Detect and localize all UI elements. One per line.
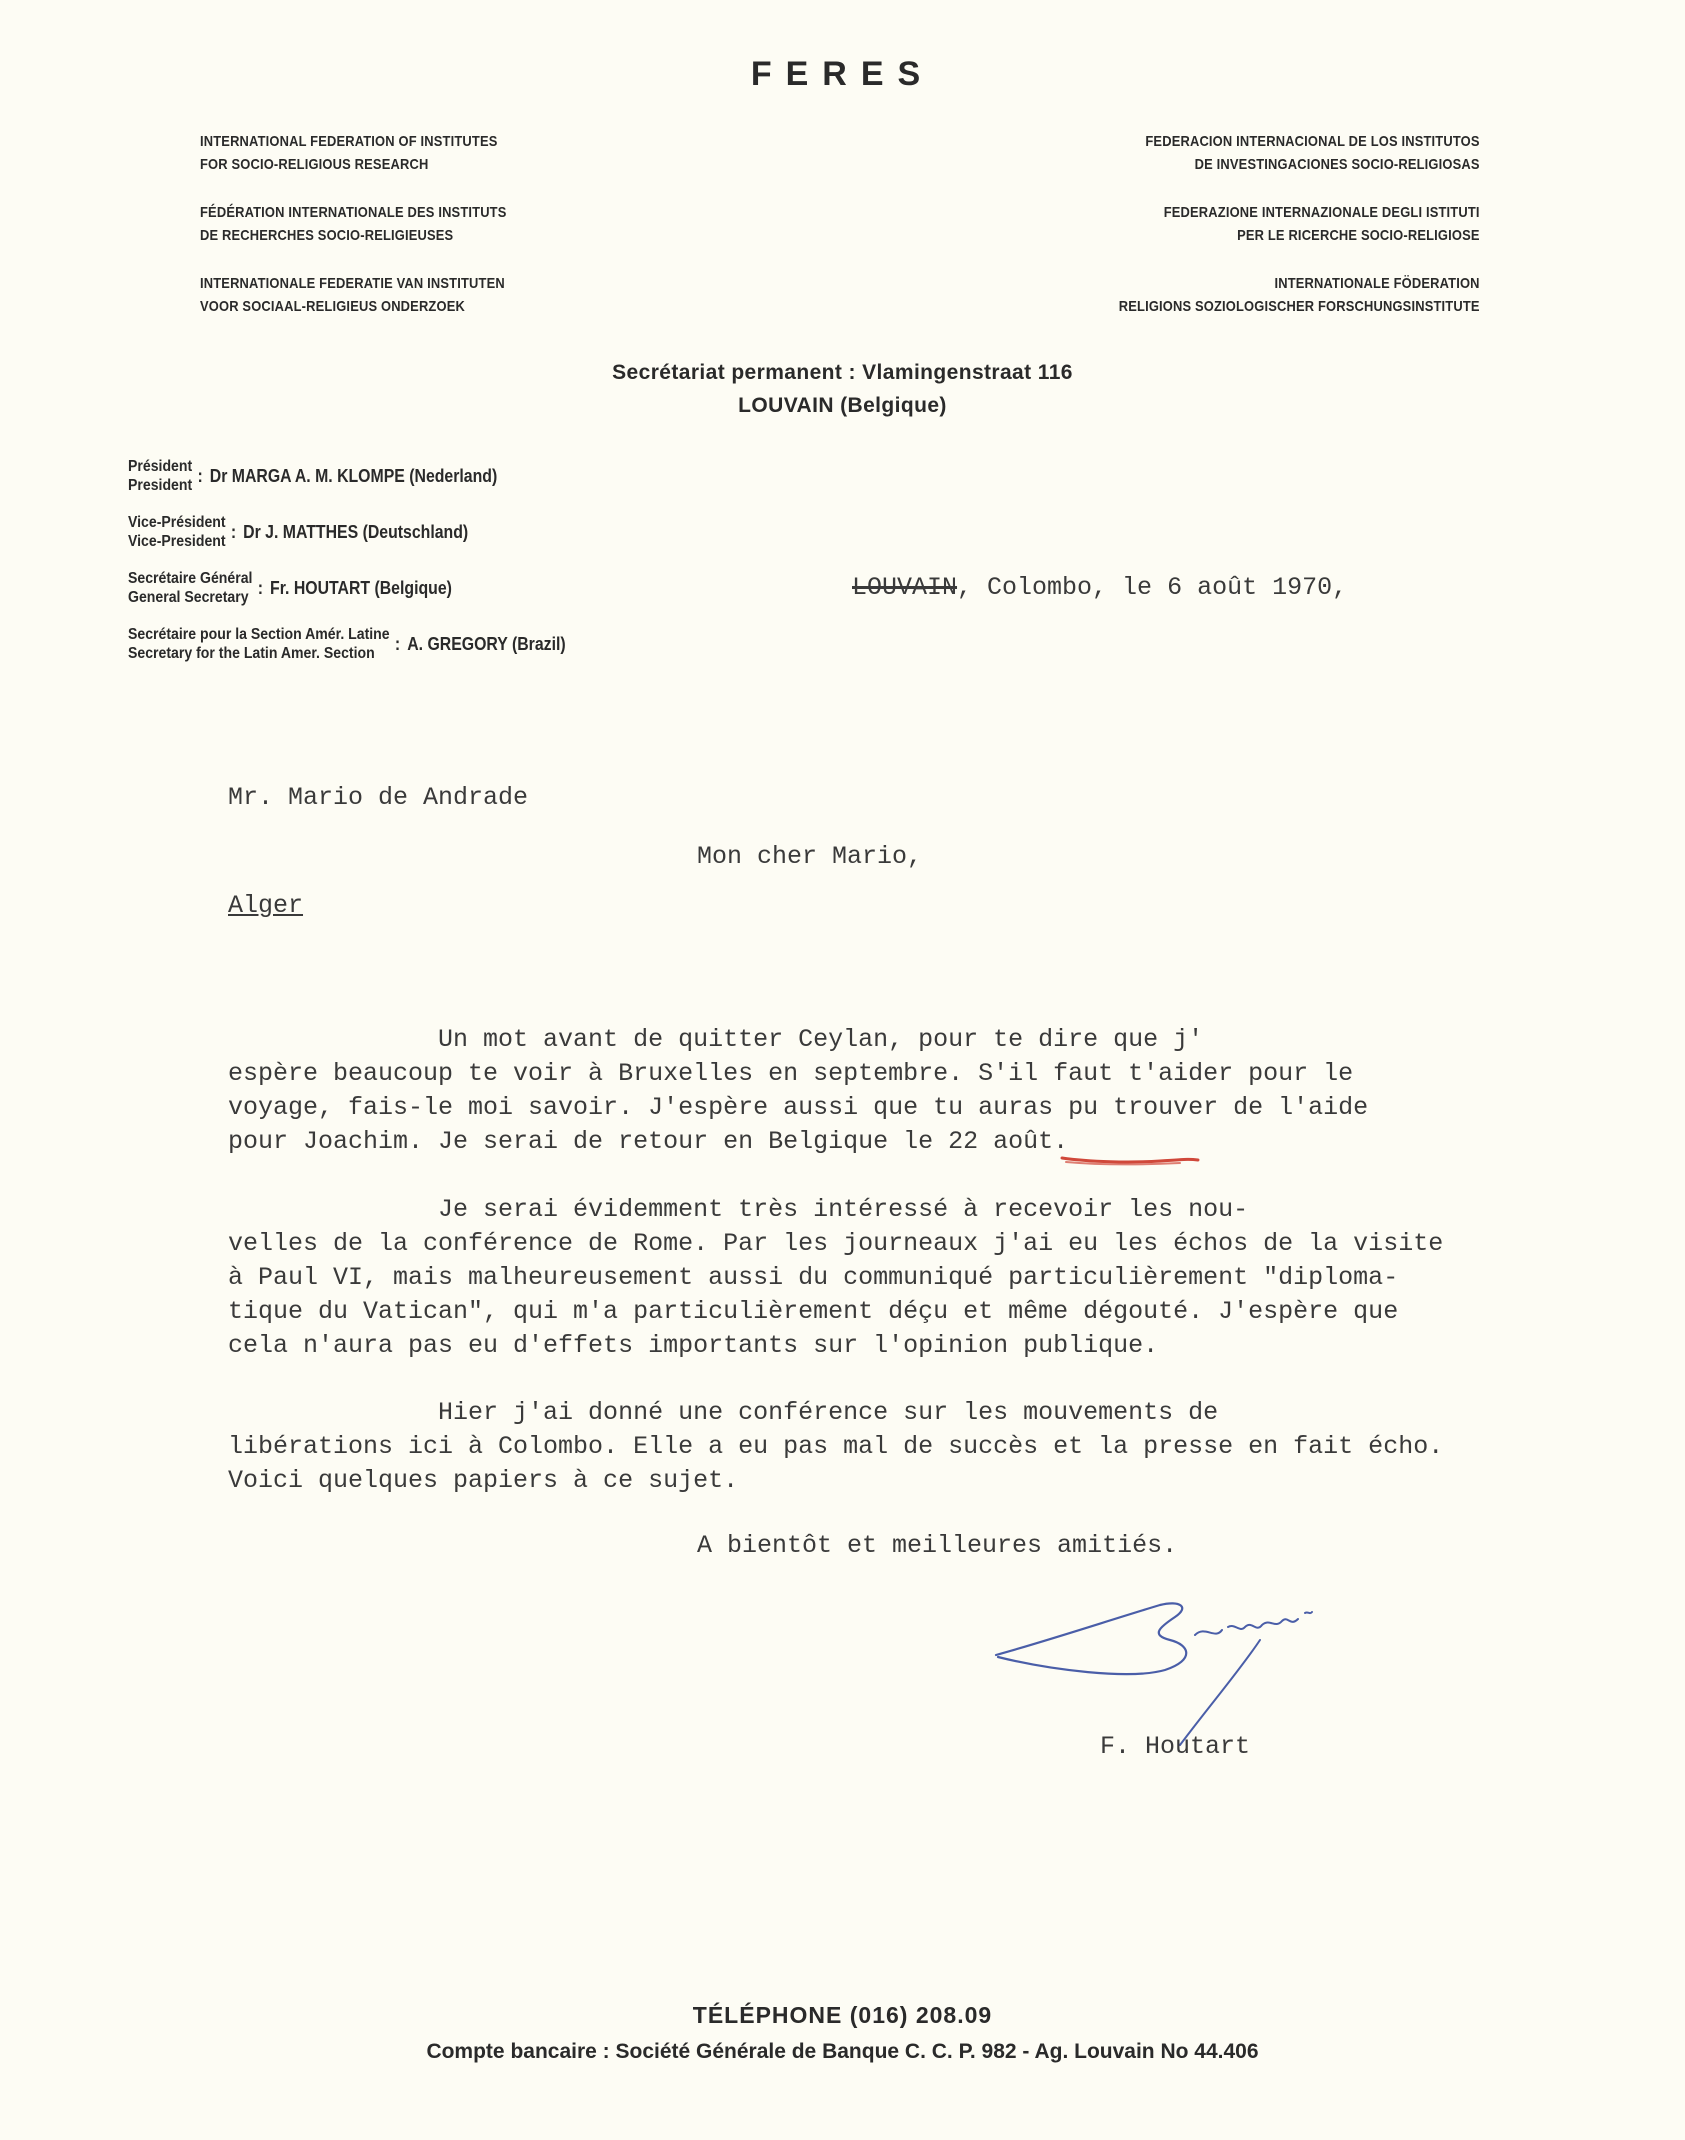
officer-latin-america-secretary: [128, 616, 566, 672]
body-paragraph-2: [228, 1193, 1608, 1363]
body-line: libérations ici à Colombo. Elle a eu pas mal de succès et la presse en fait écho.: [228, 1432, 1444, 1461]
officer-roles: [128, 513, 226, 551]
recipient-city: Alger: [228, 891, 304, 920]
struck-place: LOUVAIN: [852, 573, 958, 602]
officer-role-en: Secretary for the Latin Amer. Section: [128, 645, 375, 662]
officer-role-en: Vice-President: [128, 533, 226, 550]
federation-name-line: FEDERAZIONE INTERNAZIONALE DEGLI ISTITUTI: [1164, 204, 1480, 221]
footer-bank-account: Compte bancaire : Société Générale de Banque C. C. P. 982 - Ag. Louvain No 44.406: [426, 2040, 1259, 2063]
federation-name-line: VOOR SOCIAAL-RELIGIEUS ONDERZOEK: [200, 298, 465, 315]
body-paragraph-1: [228, 1023, 1608, 1159]
secretariat-street: Secrétariat permanent : Vlamingenstraat 116: [612, 361, 1073, 384]
federation-name-line: FÉDÉRATION INTERNATIONALE DES INSTITUTS: [200, 204, 507, 221]
officer-name: Dr J. MATTHES (Deutschland): [243, 521, 469, 542]
officer-colon: :: [230, 521, 237, 542]
body-line: Voici quelques papiers à ce sujet.: [228, 1466, 739, 1495]
body-line: velles de la conférence de Rome. Par les journeaux j'ai eu les échos de la visite: [228, 1229, 1444, 1258]
federation-name-it: [1119, 201, 1480, 247]
officer-role-fr: Président: [128, 458, 193, 475]
recipient-block: [228, 708, 528, 996]
federation-name-de: [1119, 272, 1480, 318]
body-line: Hier j'ai donné une conférence sur les mouvements de: [228, 1398, 1219, 1427]
secretariat-address: [0, 356, 1685, 422]
body-line: Un mot avant de quitter Ceylan, pour te dire que j': [228, 1025, 1204, 1054]
federation-name-line: RELIGIONS SOZIOLOGISCHER FORSCHUNGSINSTITUTE: [1119, 298, 1480, 315]
federation-name-line: FEDERACION INTERNACIONAL DE LOS INSTITUTOS: [1145, 133, 1480, 150]
officer-roles: [128, 457, 192, 495]
recipient-name: Mr. Mario de Andrade: [228, 783, 529, 812]
officer-role-fr: Vice-Président: [128, 514, 226, 531]
federation-name-line: PER LE RICERCHE SOCIO-RELIGIOSE: [1237, 227, 1480, 244]
officer-colon: :: [394, 633, 401, 654]
officer-president: [128, 448, 566, 504]
body-line: espère beaucoup te voir à Bruxelles en septembre. S'il faut t'aider pour le: [228, 1059, 1354, 1088]
officer-name: Dr MARGA A. M. KLOMPE (Nederland): [209, 465, 498, 486]
federation-name-line: INTERNATIONAL FEDERATION OF INSTITUTES: [200, 133, 498, 150]
officer-name: Fr. HOUTART (Belgique): [270, 577, 452, 598]
signer-name: F. Houtart: [1100, 1732, 1251, 1761]
body-line: à Paul VI, mais malheureusement aussi du communiqué particulièrement "diploma-: [228, 1263, 1399, 1292]
letter-date-line: [852, 573, 1347, 602]
body-line: pour Joachim. Je serai de retour en Belgique le 22 août.: [228, 1127, 1069, 1156]
body-line: Je serai évidemment très intéressé à recevoir les nou-: [228, 1195, 1249, 1224]
officer-general-secretary: [128, 560, 566, 616]
officer-roles: [128, 569, 252, 607]
salutation: Mon cher Mario,: [697, 842, 923, 871]
federation-name-line: DE RECHERCHES SOCIO-RELIGIEUSES: [200, 227, 454, 244]
officer-role-en: General Secretary: [128, 589, 249, 606]
body-line: cela n'aura pas eu d'effets importants sur l'opinion publique.: [228, 1331, 1159, 1360]
federation-name-line: FOR SOCIO-RELIGIOUS RESEARCH: [200, 156, 429, 173]
handwritten-signature: [990, 1585, 1370, 1755]
closing: A bientôt et meilleures amitiés.: [697, 1531, 1178, 1560]
federation-name-es: [1119, 130, 1480, 176]
federation-names-right: [1119, 130, 1480, 318]
federation-name-nl: [200, 272, 507, 318]
footer-telephone: TÉLÉPHONE (016) 208.09: [692, 2002, 993, 2028]
officer-roles: [128, 625, 390, 663]
federation-names-left: [200, 130, 507, 318]
officer-role-fr: Secrétaire Général: [128, 570, 253, 587]
officer-colon: :: [257, 577, 264, 598]
red-pencil-underline: [1060, 1153, 1200, 1167]
letterhead-title: FERES: [750, 55, 935, 93]
federation-name-fr: [200, 201, 507, 247]
officer-colon: :: [197, 465, 203, 486]
officer-role-fr: Secrétaire pour la Section Amér. Latine: [128, 626, 390, 643]
letter-date: , Colombo, le 6 août 1970,: [957, 573, 1348, 602]
officer-name: A. GREGORY (Brazil): [407, 633, 566, 654]
body-line: voyage, fais-le moi savoir. J'espère aussi que tu auras pu trouver de l'aide: [228, 1093, 1369, 1122]
secretariat-city: LOUVAIN (Belgique): [738, 394, 947, 417]
federation-name-line: DE INVESTINGACIONES SOCIO-RELIGIOSAS: [1194, 156, 1480, 173]
body-line: tique du Vatican", qui m'a particulièrement déçu et même dégouté. J'espère que: [228, 1297, 1399, 1326]
officer-role-en: President: [128, 477, 193, 494]
officer-vice-president: [128, 504, 566, 560]
body-paragraph-3: [228, 1396, 1608, 1498]
officers-list: [128, 448, 625, 672]
federation-name-en: [200, 130, 507, 176]
federation-name-line: INTERNATIONALE FEDERATIE VAN INSTITUTEN: [200, 275, 505, 292]
federation-name-line: INTERNATIONALE FÖDERATION: [1274, 275, 1480, 292]
